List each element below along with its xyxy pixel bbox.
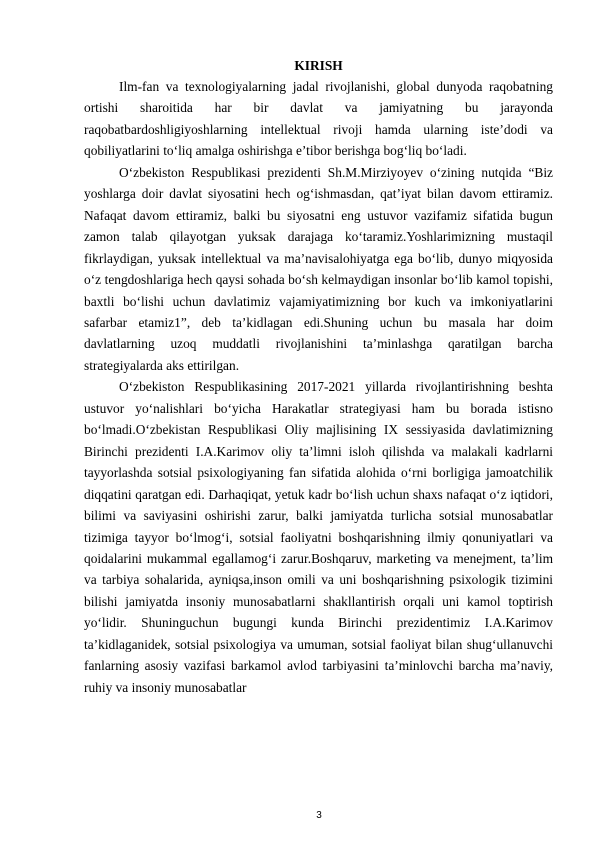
paragraph-president-speech: O‘zbekiston Respublikasi prezidenti Sh.M.Mirziyoyev o‘zining nutqida “Biz yoshlarga doir davlat siyosatini hech og‘ishmasdan, qat’iyat bilan davom ettiramiz. Nafaqat davom ettiramiz, balki bu siyosatni eng ustuvor vazifamiz sifatida bugun zamon talab qilayotgan yuksak darajaga ko‘taramiz.Yoshlarimizning mustaqil fikrlaydigan, yuksak intellektual va ma’navisalohiyatga ega bo‘lib, dunyo miqyosida o‘z tengdoshlariga hech qaysi sohada bo‘sh kelmaydigan insonlar bo‘lib kamol topishi, baxtli bo‘lishi uchun davlatimiz vajamiyatimizning bor kuch va imkoniyatlarini safarbar etamiz1”, deb ta’kidlagan edi.Shuning uchun bu masala har doim davlatlarning uzoq muddatli rivojlanishini ta’minlashga qaratilgan barcha strategiyalarda aks ettirilgan. [84,164,553,373]
page-number: 3 [316,810,322,821]
page-title: KIRISH [294,58,343,73]
paragraph-strategy: O‘zbekiston Respublikasining 2017-2021 yillarda rivojlantirishning beshta ustuvor yo‘nalishlari bo‘yicha Harakatlar strategiyasi ham bu borada istisno bo‘lmadi.O‘zbekistan Respublikasi Oliy majlisining IX sessiyasida davlatimizning Birinchi prezidenti I.A.Karimov oliy ta’limni isloh qilishda va malakali kadrlarni tayyorlashda sotsial psixologiyaning fan sifatida alohida o‘rni borligiga jamoatchilik diqqatini qaratgan edi. Darhaqiqat, yetuk kadr bo‘lish uchun shaxs nafaqat o‘z iqtidori, bilimi va saviyasini oshirishi zarur, balki jamiyatda turlicha sotsial munosabatlar tizimiga tayyor bo‘lmog‘i, sotsial faoliyatni boshqarishning ilmiy qonuniyatlari va qoidalarini mukammal egallamog‘i zarur.Boshqaruv, marketing va menejment, ta’lim va tarbiya sohalarida, ayniqsa,inson omili va uni boshqarishning psixologik tizimini bilishi jamiyatda insoniy munosabatlarni shakllantirish orqali uni kamol toptirish yo‘lidir. Shuninguchun bugungi kunda Birinchi prezidentimiz I.A.Karimov ta’kidlaganidek, sotsial psixologiya va umuman, sotsial faoliyat bilan shug‘ullanuvchi fanlarning asosiy vazifasi barkamol avlod tarbiyasini ta’minlovchi barcha ma’naviy, ruhiy va insoniy munosabatlar [84,379,553,695]
paragraph-intro: Ilm-fan va texnologiyalarning jadal rivojlanishi, global dunyoda raqobatning ortishi sharoitida har bir davlat va jamiyatning bu jarayonda raqobatbardoshligiyoshlarning intellektual rivoji hamda ularning iste’dodi va qobiliyatlarini to‘liq amalga oshirishga e’tibor berishga bog‘liq bo‘ladi. [84,79,553,159]
body-text [84,76,553,698]
